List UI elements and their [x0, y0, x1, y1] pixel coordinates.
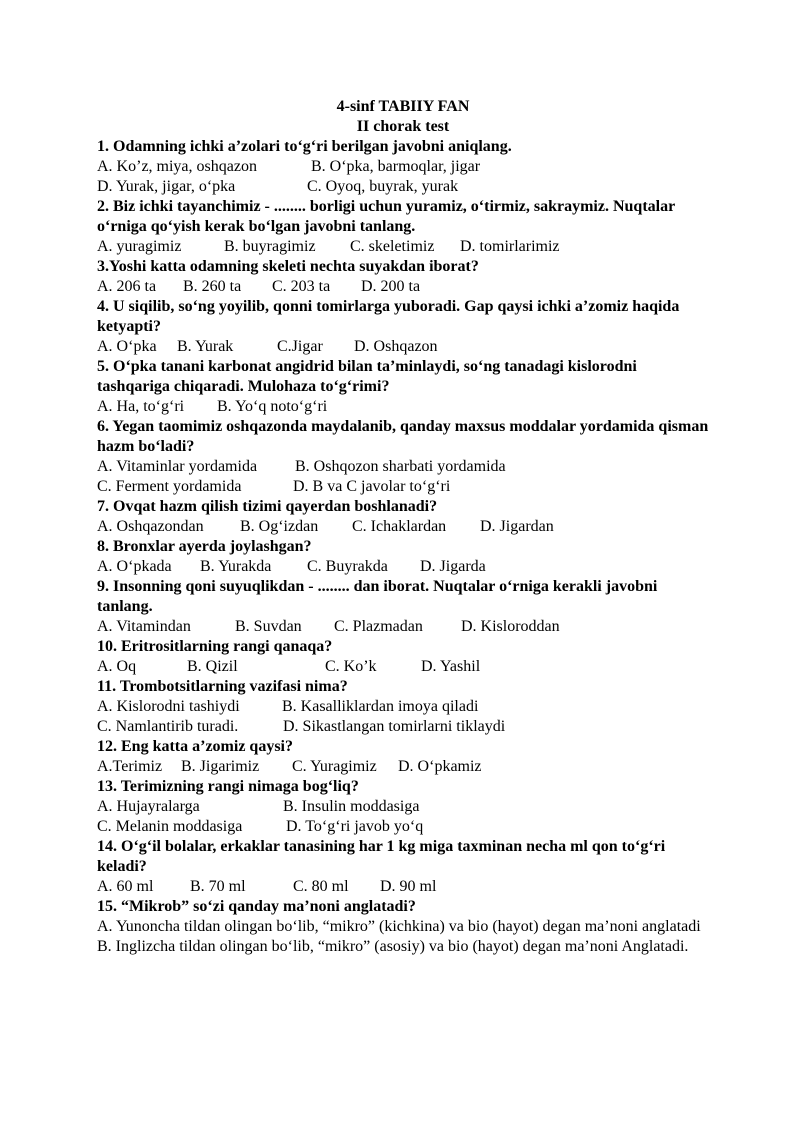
answer-option: D. Sikastlangan tomirlarni tiklaydi — [283, 718, 506, 735]
answer-option: D. Kisloroddan — [461, 618, 560, 635]
answer-option: B. Kasalliklardan imoya qiladi — [282, 698, 479, 715]
answer-row — [97, 477, 709, 497]
answer-option: B. Qizil — [187, 658, 238, 675]
answer-option: A. Ha, to‘g‘ri — [97, 398, 185, 415]
answer-row — [97, 757, 709, 777]
question-block — [97, 497, 709, 537]
answer-row — [97, 817, 709, 837]
answer-row — [97, 697, 709, 717]
answer-option: C. Buyrakda — [307, 558, 388, 575]
answer-option: B. Suvdan — [235, 618, 302, 635]
question-block — [97, 197, 709, 257]
answer-option: D. Yurak, jigar, o‘pka — [97, 178, 236, 195]
answer-option: A. Oq — [97, 658, 137, 675]
answer-option: D. Jigardan — [480, 518, 554, 535]
question-text: 4. U siqilib, so‘ng yoyilib, qonni tomirlarga yuboradi. Gap qaysi ichki a’zomiz haqida ketyapti? — [97, 298, 680, 335]
answer-option: C. Ichaklardan — [352, 518, 447, 535]
question-block — [97, 297, 709, 357]
answer-option: A. O‘pka — [97, 338, 157, 355]
answer-option: A. Vitaminlar yordamida — [97, 458, 258, 475]
answer-option: C. 203 ta — [272, 278, 331, 295]
answer-row — [97, 557, 709, 577]
answer-option: B. 260 ta — [183, 278, 242, 295]
answer-option: D. 90 ml — [380, 878, 437, 895]
answer-option: A. 206 ta — [97, 278, 157, 295]
answer-option: A. yuragimiz — [97, 238, 182, 255]
answer-row — [97, 657, 709, 677]
question-block — [97, 537, 709, 577]
answer-row — [97, 877, 709, 897]
answer-row — [97, 157, 709, 177]
page-subtitle: II chorak test — [356, 118, 450, 135]
answer-option: B. Og‘izdan — [240, 518, 319, 535]
question-text: 9. Insonning qoni suyuqlikdan - ........ dan iborat. Nuqtalar o‘rniga kerakli javobni tanlang. — [97, 578, 658, 615]
question-text: 13. Terimizning rangi nimaga bog‘liq? — [97, 778, 359, 795]
question-text: 6. Yegan taomimiz oshqazonda maydalanib, qanday maxsus moddalar yordamida qisman hazm bo‘ladi? — [97, 418, 709, 455]
answer-option: D. tomirlarimiz — [460, 238, 560, 255]
question-block — [97, 777, 709, 837]
answer-option: B. 70 ml — [190, 878, 246, 895]
answer-option: A. Oshqazondan — [97, 518, 204, 535]
answer-option: C. skeletimiz — [350, 238, 435, 255]
question-text: 11. Trombotsitlarning vazifasi nima? — [97, 678, 348, 695]
question-text: 1. Odamning ichki a’zolari to‘g‘ri berilgan javobni aniqlang. — [97, 138, 512, 155]
question-block — [97, 137, 709, 197]
answer-row — [97, 397, 709, 417]
question-block — [97, 257, 709, 297]
answer-row — [97, 237, 709, 257]
answer-option: C. Plazmadan — [334, 618, 423, 635]
answer-option: C. Oyoq, buyrak, yurak — [307, 178, 459, 195]
answer-option: A. Yunoncha tildan olingan bo‘lib, “mikro” (kichkina) va bio (hayot) degan ma’noni anglatadi — [97, 918, 701, 935]
answer-row — [97, 517, 709, 537]
answer-option: C. Namlantirib turadi. — [97, 718, 239, 735]
answer-option: D. O‘pkamiz — [398, 758, 482, 775]
answer-option: C. Melanin moddasiga — [97, 818, 243, 835]
answer-option: D. B va C javolar to‘g‘ri — [293, 478, 451, 495]
question-text: 10. Eritrositlarning rangi qanaqa? — [97, 638, 333, 655]
answer-row — [97, 797, 709, 817]
answer-option: D. Yashil — [421, 658, 481, 675]
answer-row — [97, 457, 709, 477]
question-block — [97, 677, 709, 737]
answer-option: D. Jigarda — [420, 558, 486, 575]
answer-row — [97, 337, 709, 357]
test-content — [97, 97, 709, 957]
question-block — [97, 637, 709, 677]
answer-option: A. Vitamindan — [97, 618, 191, 635]
question-text: 5. O‘pka tanani karbonat angidrid bilan ta’minlaydi, so‘ng tanadagi kislorodni tashqariga chiqaradi. Mulohaza to‘g‘rimi? — [97, 358, 637, 395]
question-block — [97, 417, 709, 497]
question-block — [97, 357, 709, 417]
answer-option: A. Ko’z, miya, oshqazon — [97, 158, 257, 175]
answer-option: B. Yurakda — [200, 558, 272, 575]
answer-option: B. Jigarimiz — [181, 758, 260, 775]
answer-option: D. Oshqazon — [354, 338, 438, 355]
answer-option: C. Yuragimiz — [292, 758, 377, 775]
question-block — [97, 837, 709, 897]
answer-option: C.Jigar — [277, 338, 323, 355]
answer-row — [97, 277, 709, 297]
answer-option: B. Oshqozon sharbati yordamida — [295, 458, 506, 475]
answer-option: C. Ko’k — [325, 658, 377, 675]
answer-option: B. buyragimiz — [224, 238, 316, 255]
page-title: 4-sinf TABIIY FAN — [336, 98, 470, 115]
answer-row — [97, 717, 709, 737]
question-list — [97, 137, 709, 957]
question-text: 2. Biz ichki tayanchimiz - ........ borligi uchun yuramiz, o‘tirmiz, sakraymiz. Nuqtalar o‘rniga qo‘yish kerak bo‘lgan javobni tanlang. — [97, 198, 675, 235]
answer-option: D. To‘g‘ri javob yo‘q — [286, 818, 424, 835]
answer-option: A. O‘pkada — [97, 558, 172, 575]
question-text: 3.Yoshi katta odamning skeleti nechta suyakdan iborat? — [97, 258, 479, 275]
answer-option: B. Yo‘q noto‘g‘ri — [217, 398, 328, 415]
question-text: 12. Eng katta a’zomiz qaysi? — [97, 738, 293, 755]
answer-row — [97, 617, 709, 637]
answer-option: A.Terimiz — [97, 758, 163, 775]
answer-option: A. 60 ml — [97, 878, 154, 895]
answer-option: B. O‘pka, barmoqlar, jigar — [311, 158, 481, 175]
answer-option: C. Ferment yordamida — [97, 478, 242, 495]
question-text: 14. O‘g‘il bolalar, erkaklar tanasining har 1 kg miga taxminan necha ml qon to‘g‘ri keladi? — [97, 838, 666, 875]
answer-option: A. Kislorodni tashiydi — [97, 698, 240, 715]
question-block — [97, 897, 709, 957]
answer-option: C. 80 ml — [293, 878, 349, 895]
answer-row — [97, 177, 709, 197]
question-text: 15. “Mikrob” so‘zi qanday ma’noni anglatadi? — [97, 898, 416, 915]
question-text: 7. Ovqat hazm qilish tizimi qayerdan boshlanadi? — [97, 498, 438, 515]
answer-option: B. Inglizcha tildan olingan bo‘lib, “mikro” (asosiy) va bio (hayot) degan ma’noni Anglatadi. — [97, 938, 689, 955]
answer-option: D. 200 ta — [361, 278, 421, 295]
question-block — [97, 577, 709, 637]
answer-option: B. Insulin moddasiga — [283, 798, 420, 815]
answer-option: A. Hujayralarga — [97, 798, 200, 815]
question-text: 8. Bronxlar ayerda joylashgan? — [97, 538, 312, 555]
question-block — [97, 737, 709, 777]
answer-option: B. Yurak — [177, 338, 234, 355]
